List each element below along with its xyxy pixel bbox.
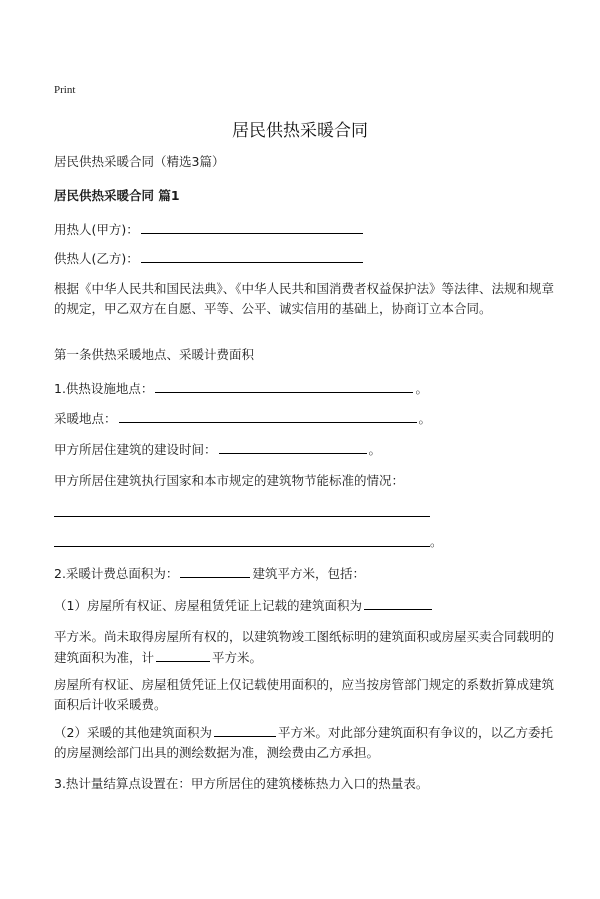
sub1-cont-part2: 平方米。 <box>212 650 263 665</box>
item2-row <box>54 563 365 584</box>
party-a-row <box>54 219 365 240</box>
item2-prefix: 2.采暖计费总面积为： <box>54 566 179 581</box>
preamble-paragraph: 根据《中华人民共和国民法典》、《中华人民共和国消费者权益保护法》等法律、法规和规章的规定，甲乙双方在自愿、平等、公平、诚实信用的基础上，协商订立本合同。 <box>54 281 555 316</box>
build-time-blank <box>219 439 367 454</box>
item2-area-blank <box>180 563 250 578</box>
heating-location-label: 采暖地点： <box>54 411 117 426</box>
item1-end: 。 <box>415 381 428 396</box>
item2-suffix: 建筑平方米，包括： <box>252 566 365 581</box>
sub1-total-blank <box>156 647 210 662</box>
build-time-label: 甲方所居住建筑的建设时间： <box>54 442 217 457</box>
party-b-blank <box>141 248 363 263</box>
article1-heading: 第一条供热采暖地点、采暖计费面积 <box>54 347 255 362</box>
document-title: 居民供热采暖合同 <box>232 121 368 141</box>
item1-blank <box>155 378 413 393</box>
party-a-label: 用热人(甲方)： <box>54 222 139 237</box>
sub1-row <box>54 595 434 616</box>
sub2-part2: 平方米。对此部分建筑面积有争议的，以乙方委托的房屋测绘部门出具的测绘数据为准，测绘费由乙方承担。 <box>54 725 553 760</box>
sub1-continuation <box>54 627 554 668</box>
party-a-blank <box>141 219 363 234</box>
energy-standard-blank-1 <box>54 516 430 517</box>
heating-location-row <box>54 408 431 429</box>
sub1-note: 房屋所有权证、房屋租赁凭证上仅记载使用面积的，应当按房管部门规定的系数折算成建筑面积后计收采暖费。 <box>54 677 555 712</box>
sub2-part1: （2）采暖的其他建筑面积为 <box>54 725 212 740</box>
item3-text: 3.热计量结算点设置在：甲方所居住的建筑楼栋热力入口的热量表。 <box>54 776 429 791</box>
item1-label: 1.供热设施地点： <box>54 381 154 396</box>
item1-row <box>54 378 428 399</box>
heating-location-end: 。 <box>418 411 432 426</box>
build-time-end: 。 <box>368 442 382 457</box>
section-heading: 居民供热采暖合同 篇1 <box>54 188 180 203</box>
sub1-area-blank <box>364 595 432 610</box>
print-label: Print <box>54 84 76 96</box>
sub1-cont-part1: 平方米。尚未取得房屋所有权的，以建筑物竣工图纸标明的建筑面积或房屋买卖合同载明的建筑面积为准，计 <box>54 629 555 665</box>
sub2-paragraph <box>54 722 554 763</box>
sub2-area-blank <box>214 722 276 737</box>
sub1-prefix: （1）房屋所有权证、房屋租赁凭证上记载的建筑面积为 <box>54 598 362 613</box>
party-b-row <box>54 248 365 269</box>
energy-standard-blank-2 <box>54 546 430 547</box>
party-b-label: 供热人(乙方)： <box>54 251 139 266</box>
heating-location-blank <box>119 408 417 423</box>
document-subtitle: 居民供热采暖合同（精选3篇） <box>54 154 225 169</box>
build-time-row <box>54 439 381 460</box>
energy-standard-label: 甲方所居住建筑执行国家和本市规定的建筑物节能标准的情况： <box>54 473 405 488</box>
energy-standard-end: 。 <box>430 534 443 549</box>
